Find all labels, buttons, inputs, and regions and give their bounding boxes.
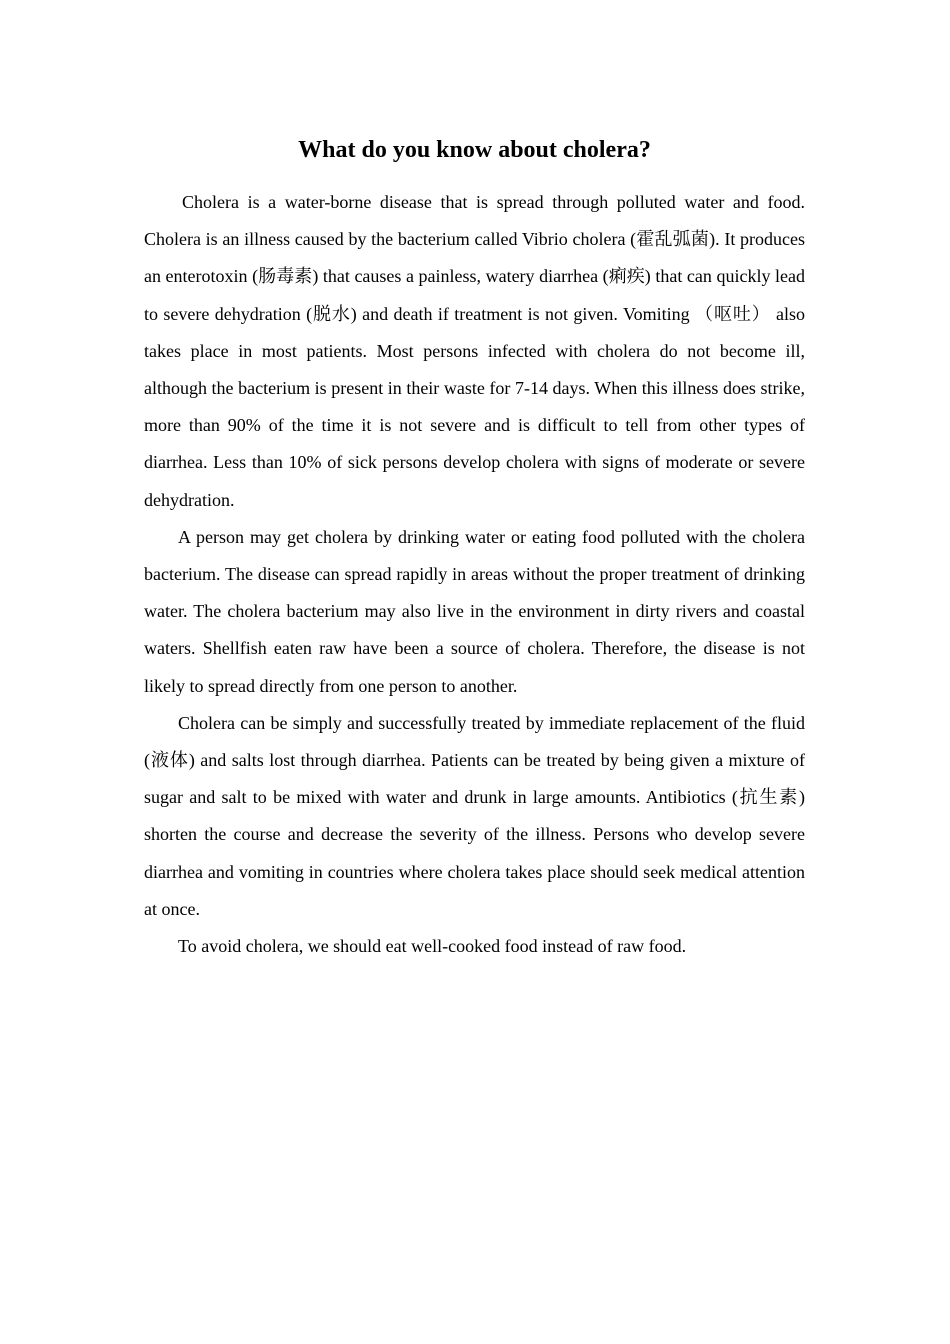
- paragraph-3: Cholera can be simply and successfully treated by immediate replacement of the fluid (液体) and salts lost through diarrhea. Patients can be treated by being given a mixture of sugar and salt to be mixed with water and drunk in large amounts. Antibiotics (抗生素) shorten the course and decrease the severity of the illness. Persons who develop severe diarrhea and vomiting in countries where cholera takes place should seek medical attention at once.: [144, 712, 805, 919]
- paragraph-1: Cholera is a water-borne disease that is spread through polluted water and food. Cholera is an illness caused by the bacterium called Vibrio cholera (霍乱弧菌). It produces an enterotoxin (肠毒素) that causes a painless, watery diarrhea (痢疾) that can quickly lead to severe dehydration (脱水) and death if treatment is not given. Vomiting （呕吐） also takes place in most patients. Most persons infected with cholera do not become ill, although the bacterium is present in their waste for 7-14 days. When this illness does strike, more than 90% of the time it is not severe and is difficult to tell from other types of diarrhea. Less than 10% of sick persons develop cholera with signs of moderate or severe dehydration.: [144, 192, 805, 510]
- document-page: [144, 128, 805, 965]
- paragraph-2: A person may get cholera by drinking water or eating food polluted with the cholera bacterium. The disease can spread rapidly in areas without the proper treatment of drinking water. The cholera bacterium may also live in the environment in dirty rivers and coastal waters. Shellfish eaten raw have been a source of cholera. Therefore, the disease is not likely to spread directly from one person to another.: [144, 526, 805, 696]
- document-title: What do you know about cholera?: [298, 137, 651, 163]
- paragraph-4: To avoid cholera, we should eat well-cooked food instead of raw food.: [178, 936, 687, 957]
